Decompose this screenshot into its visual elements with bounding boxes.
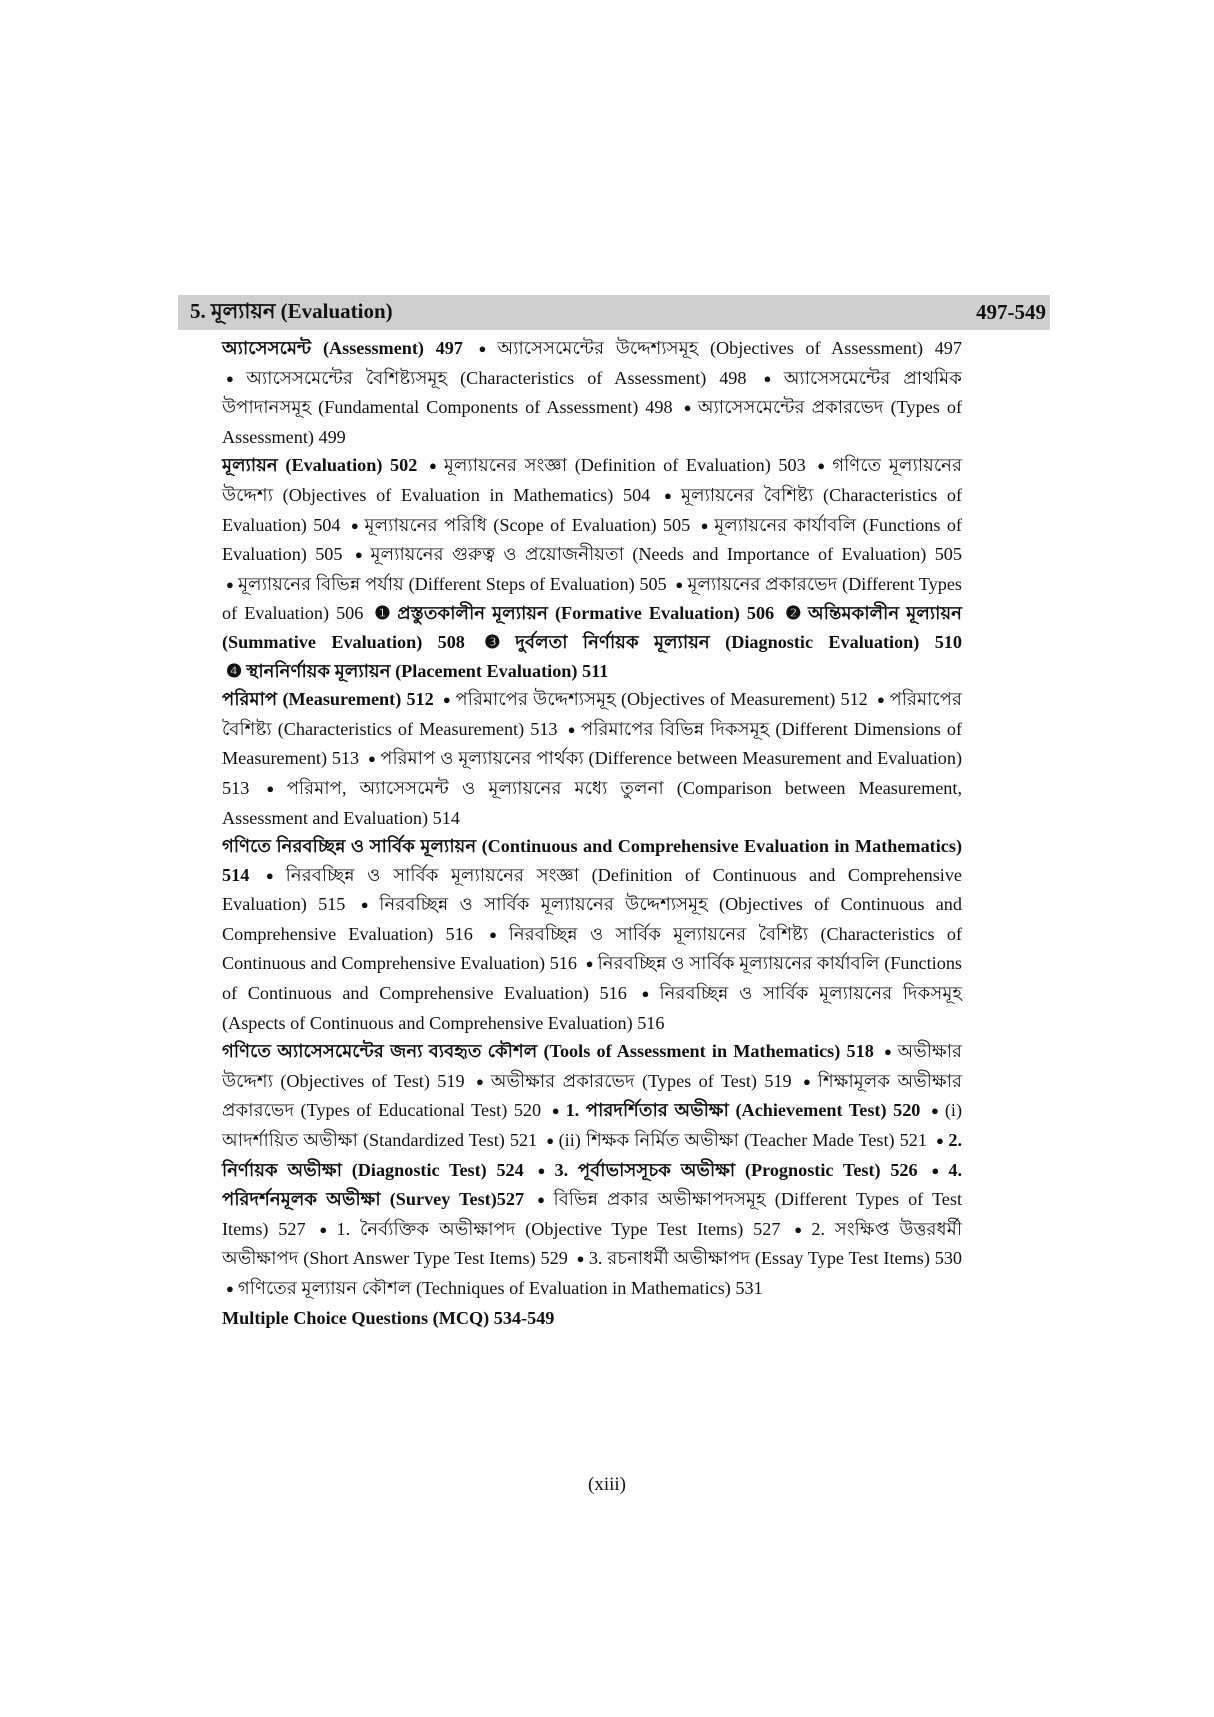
number-marker-icon: ❶: [374, 603, 394, 624]
bullet-icon: ●: [319, 1221, 333, 1237]
bullet-icon: ●: [478, 341, 494, 356]
toc-entry: অ্যাসেসমেন্টের প্রাথমিক উপাদানসমূহ (Fundamental Components of Assessment) 498: [222, 367, 963, 418]
toc-entry: মূল্যায়নের কার্যাবলি (Functions of Evaluation) 505: [222, 514, 962, 565]
toc-entry: নিরবচ্ছিন্ন ও সার্বিক মূল্যায়নের বৈশিষ্ট্য (Characteristics of Continuous and Comprehensive Evaluation) 516: [222, 923, 963, 974]
toc-entry: নিরবচ্ছিন্ন ও সার্বিক মূল্যায়নের উদ্দেশ্যসমূহ (Objectives of Continuous and Comprehensive Evaluation) 516: [222, 894, 962, 944]
bullet-icon: ●: [476, 1073, 487, 1089]
bullet-icon: ●: [226, 576, 235, 592]
bullet-icon: ●: [930, 1103, 941, 1119]
bullet-icon: ●: [585, 956, 594, 972]
bullet-icon: ●: [936, 1133, 945, 1149]
toc-entry: মূল্যায়নের বিভিন্ন পর্যায় (Different Steps of Evaluation) 505: [238, 573, 667, 594]
toc-entry: (ii) শিক্ষক নির্মিত অভীক্ষা (Teacher Made Test) 521: [558, 1130, 927, 1151]
toc-entry: পরিমাপ ও মূল্যায়নের পার্থক্য (Difference between Measurement and Evaluation) 513: [222, 748, 963, 798]
toc-entry: মূল্যায়নের পরিধি (Scope of Evaluation) 505: [364, 514, 691, 535]
bullet-icon: ●: [428, 458, 440, 474]
toc-section: [222, 685, 962, 832]
page-number: (xiii): [588, 1474, 626, 1495]
toc-entry: পরিমাপের বৈশিষ্ট্য (Characteristics of Measurement) 513: [222, 689, 963, 739]
toc-entry: পরিমাপের উদ্দেশ্যসমূহ (Objectives of Measurement) 512: [455, 689, 868, 710]
bullet-icon: ●: [663, 487, 677, 503]
toc-heading: গণিতে অ্যাসেসমেন্টের জন্য ব্যবহৃত কৌশল (Tools of Assessment in Mathematics) 518: [222, 1041, 874, 1062]
number-marker-icon: ❹: [226, 660, 243, 681]
toc-section: [222, 334, 962, 451]
bullet-icon: ●: [883, 1044, 894, 1060]
toc-entry: প্রস্তুতকালীন মূল্যায়ন (Formative Evaluation) 506: [397, 603, 775, 624]
bullet-icon: ●: [803, 1073, 814, 1089]
toc-entry: অভীক্ষার উদ্দেশ্য (Objectives of Test) 519: [222, 1041, 963, 1091]
toc-heading: মূল্যায়ন (Evaluation) 502: [222, 455, 418, 476]
chapter-header: [178, 295, 1050, 330]
chapter-page-range: 497-549: [976, 300, 1046, 324]
mcq-entry: Multiple Choice Questions (MCQ) 534-549: [222, 1307, 555, 1328]
bullet-icon: ●: [817, 458, 829, 474]
toc-section: [222, 1037, 962, 1303]
bullet-icon: ●: [489, 926, 505, 942]
toc-entry: 1. নৈর্ব্যক্তিক অভীক্ষাপদ (Objective Type Test Items) 527: [336, 1218, 781, 1239]
toc-heading: অ্যাসেসমেন্ট (Assessment) 497: [222, 338, 463, 358]
toc-entry: গণিতের মূল্যায়ন কৌশল (Techniques of Evaluation in Mathematics) 531: [237, 1278, 763, 1298]
bullet-icon: ●: [567, 721, 577, 737]
bullet-icon: ●: [641, 986, 656, 1002]
toc-entry: 2. নির্ণায়ক অভীক্ষা (Diagnostic Test) 524: [222, 1130, 963, 1180]
toc-entry: অ্যাসেসমেন্টের উদ্দেশ্যসমূহ (Objectives of Assessment) 497: [497, 338, 962, 358]
toc-entry: বিভিন্ন প্রকার অভীক্ষাপদসমূহ (Different Types of Test Items) 527: [222, 1189, 962, 1239]
toc-entry: মূল্যায়নের সংজ্ঞা (Definition of Evaluation) 503: [443, 455, 806, 476]
toc-entry: মূল্যায়নের গুরুত্ব ও প্রয়োজনীয়তা (Needs and Importance of Evaluation) 505: [370, 544, 962, 565]
toc-entry: গণিতে মূল্যায়নের উদ্দেশ্য (Objectives of Evaluation in Mathematics) 504: [222, 455, 963, 505]
toc-entry: অন্তিমকালীন মূল্যায়ন (Summative Evaluation) 508: [222, 603, 963, 652]
bullet-icon: ●: [265, 867, 282, 883]
bullet-icon: ●: [537, 1192, 550, 1208]
bullet-icon: ●: [266, 780, 283, 796]
toc-heading: গণিতে নিরবচ্ছিন্ন ও সার্বিক মূল্যায়ন (Continuous and Comprehensive Evaluation in Mathematics) 514: [222, 836, 962, 885]
bullet-icon: ●: [546, 1133, 555, 1149]
toc-entry: স্থাননির্ণায়ক মূল্যায়ন (Placement Evaluation) 511: [246, 660, 609, 681]
toc-entry: 1. পারদর্শিতার অভীক্ষা (Achievement Test) 520: [565, 1100, 921, 1121]
bullet-icon: ●: [226, 1281, 234, 1296]
chapter-title: 5. মূল্যায়ন (Evaluation): [190, 299, 393, 323]
bullet-icon: ●: [576, 1251, 585, 1267]
toc-entry: মূল্যায়নের প্রকারভেদ (Different Types of Evaluation) 506: [222, 573, 962, 624]
toc-entry: (i) আদর্শায়িত অভীক্ষা (Standardized Test) 521: [222, 1100, 963, 1151]
toc-entry: 4. পরিদর্শনমূলক অভীক্ষা (Survey Test)527: [222, 1159, 962, 1210]
bullet-icon: ●: [442, 692, 452, 708]
toc-entry: পরিমাপের বিভিন্ন দিকসমূহ (Different Dimensions of Measurement) 513: [222, 718, 963, 769]
bullet-icon: ●: [367, 751, 377, 767]
toc-entry: নিরবচ্ছিন্ন ও সার্বিক মূল্যায়নের কার্যাবলি (Functions of Continuous and Comprehensive Evaluation) 516: [222, 953, 963, 1004]
toc-entry: নিরবচ্ছিন্ন ও সার্বিক মূল্যায়নের সংজ্ঞা (Definition of Continuous and Comprehensive Evaluation) 515: [222, 864, 962, 915]
bullet-icon: ●: [551, 1103, 562, 1119]
bullet-icon: ●: [683, 400, 694, 416]
bullet-icon: ●: [226, 370, 243, 386]
toc-entry: দুর্বলতা নির্ণায়ক মূল্যায়ন (Diagnostic Evaluation) 510: [515, 631, 962, 652]
toc-entry: 3. রচনাধর্মী অভীক্ষাপদ (Essay Type Test Items) 530: [588, 1248, 963, 1269]
bullet-icon: ●: [354, 547, 367, 563]
bullet-icon: ●: [537, 1162, 551, 1178]
toc-entry: অ্যাসেসমেন্টের প্রকারভেদ (Types of Assessment) 499: [222, 397, 962, 447]
bullet-icon: ●: [763, 370, 780, 386]
table-of-contents: [222, 334, 962, 1332]
bullet-icon: ●: [700, 517, 711, 533]
toc-entry: 2. সংক্ষিপ্ত উত্তরধর্মী অভীক্ষাপদ (Short Answer Type Test Items) 529: [222, 1218, 963, 1269]
bullet-icon: ●: [360, 897, 376, 913]
bullet-icon: ●: [675, 576, 684, 592]
toc-entry: নিরবচ্ছিন্ন ও সার্বিক মূল্যায়নের দিকসমূহ (Aspects of Continuous and Comprehensive Evaluation) 516: [222, 983, 963, 1033]
number-marker-icon: ❷: [785, 603, 805, 624]
toc-entry: মূল্যায়নের বৈশিষ্ট্য (Characteristics of Evaluation) 504: [222, 484, 962, 535]
toc-entry: 3. পূর্বাভাসসূচক অভীক্ষা (Prognostic Test) 526: [554, 1159, 918, 1180]
bullet-icon: ●: [350, 517, 361, 533]
toc-entry: অ্যাসেসমেন্টের বৈশিষ্ট্যসমূহ (Characteristics of Assessment) 498: [246, 367, 747, 388]
toc-entry: অভীক্ষার প্রকারভেদ (Types of Test) 519: [490, 1070, 792, 1091]
toc-section: [222, 832, 962, 1037]
bullet-icon: ●: [794, 1221, 808, 1237]
toc-entry: শিক্ষামূলক অভীক্ষার প্রকারভেদ (Types of Educational Test) 520: [222, 1070, 963, 1121]
bullet-icon: ●: [876, 692, 886, 708]
toc-heading: পরিমাপ (Measurement) 512: [222, 689, 434, 710]
number-marker-icon: ❸: [484, 631, 512, 652]
toc-entry: পরিমাপ, অ্যাসেসমেন্ট ও মূল্যায়নের মধ্যে তুলনা (Comparison between Measurement, Assessment and Evaluation) 514: [222, 777, 962, 828]
bullet-icon: ●: [931, 1162, 945, 1178]
toc-section: [222, 451, 962, 685]
